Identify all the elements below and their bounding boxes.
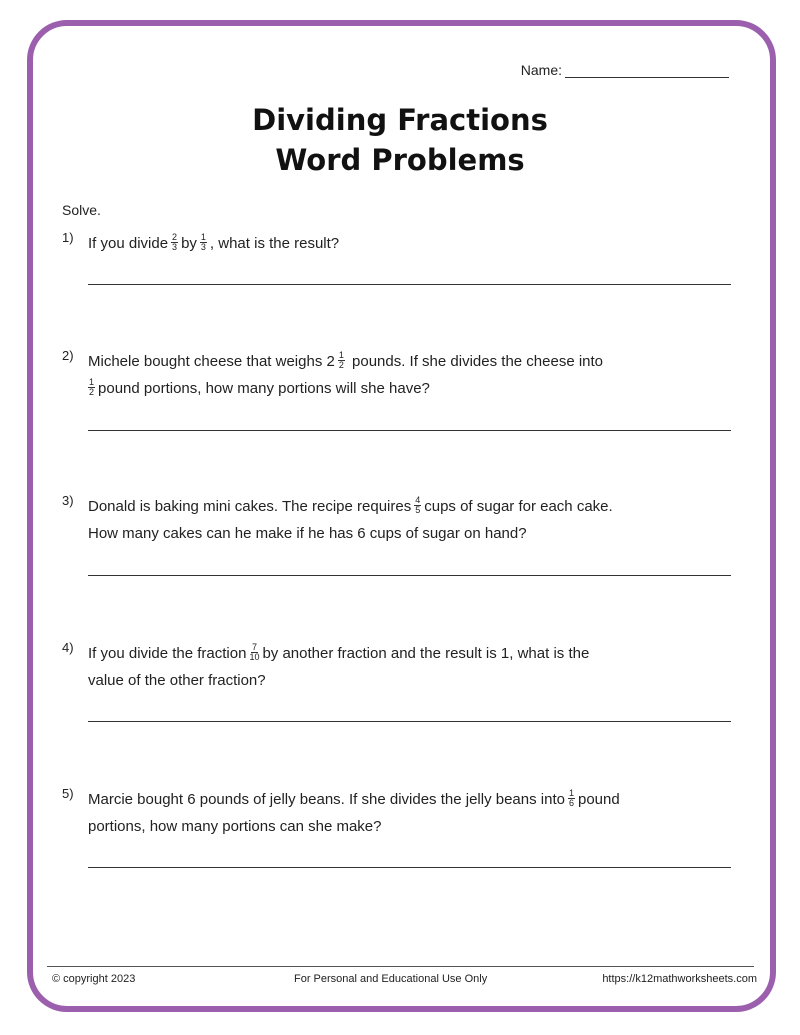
text-segment: by another fraction and the result is 1, what is the <box>262 645 590 662</box>
text-segment: pounds. If she divides the cheese into <box>347 353 604 370</box>
text-line <box>88 493 708 520</box>
problem-text <box>88 493 708 547</box>
footer-divider <box>47 966 754 967</box>
problem-text <box>88 786 708 840</box>
numerator: 2 <box>172 231 178 242</box>
answer-line[interactable] <box>88 867 731 868</box>
denominator: 3 <box>172 241 178 252</box>
denominator: 10 <box>249 651 260 662</box>
text-segment: Donald is baking mini cakes. The recipe requires <box>88 498 412 515</box>
denominator: 5 <box>415 504 421 515</box>
problem-number: 2) <box>62 348 74 363</box>
text-segment: , what is the result? <box>209 235 340 252</box>
fraction <box>568 789 575 808</box>
answer-line[interactable] <box>88 430 731 431</box>
answer-line[interactable] <box>88 575 731 576</box>
name-field <box>521 62 729 78</box>
problem-number: 3) <box>62 493 74 508</box>
text-segment: cups of sugar for each cake. <box>424 498 613 515</box>
text-segment: Michele bought cheese that weighs 2 <box>88 353 335 370</box>
fraction <box>338 351 345 370</box>
problem-text <box>88 348 708 402</box>
problem-text <box>88 230 708 257</box>
numerator: 4 <box>415 494 421 505</box>
text-line <box>88 348 708 375</box>
numerator: 7 <box>251 641 257 652</box>
copyright-text: © copyright 2023 <box>52 973 136 985</box>
name-label: Name: <box>520 62 562 78</box>
problem-number: 4) <box>62 640 74 655</box>
website-link[interactable]: https://k12mathworksheets.com <box>602 973 757 985</box>
text-segment: pound portions, how many portions will she have? <box>98 380 430 397</box>
text-segment: pound <box>577 791 620 808</box>
problem-number: 5) <box>62 786 74 801</box>
text-line <box>88 786 708 813</box>
denominator: 2 <box>89 386 95 397</box>
title-line-2: Word Problems <box>275 143 525 177</box>
numerator: 1 <box>200 231 206 242</box>
denominator: 2 <box>338 359 344 370</box>
worksheet-title <box>0 100 800 180</box>
text-line: How many cakes can he make if he has 6 cups of sugar on hand? <box>88 525 527 542</box>
text-line <box>88 375 708 402</box>
text-segment: If you divide <box>88 235 169 252</box>
usage-notice: For Personal and Educational Use Only <box>294 973 488 985</box>
numerator: 1 <box>338 349 344 360</box>
numerator: 1 <box>89 376 95 387</box>
denominator: 6 <box>568 797 574 808</box>
fraction <box>249 643 259 662</box>
fraction <box>414 496 421 515</box>
denominator: 3 <box>200 241 206 252</box>
fraction <box>200 233 207 252</box>
problem-text <box>88 640 708 694</box>
text-line <box>88 640 708 667</box>
name-blank-line[interactable] <box>565 64 729 78</box>
fraction <box>88 378 95 397</box>
numerator: 1 <box>568 787 574 798</box>
title-line-1: Dividing Fractions <box>252 103 548 137</box>
text-segment: Marcie bought 6 pounds of jelly beans. If she divides the jelly beans into <box>88 791 565 808</box>
text-segment: by <box>181 235 197 252</box>
fraction <box>171 233 178 252</box>
instructions: Solve. <box>62 202 101 218</box>
text-segment: If you divide the fraction <box>88 645 247 662</box>
text-line: portions, how many portions can she make? <box>88 818 382 835</box>
problem-number: 1) <box>62 230 74 245</box>
text-line: value of the other fraction? <box>88 672 266 689</box>
answer-line[interactable] <box>88 721 731 722</box>
answer-line[interactable] <box>88 284 731 285</box>
